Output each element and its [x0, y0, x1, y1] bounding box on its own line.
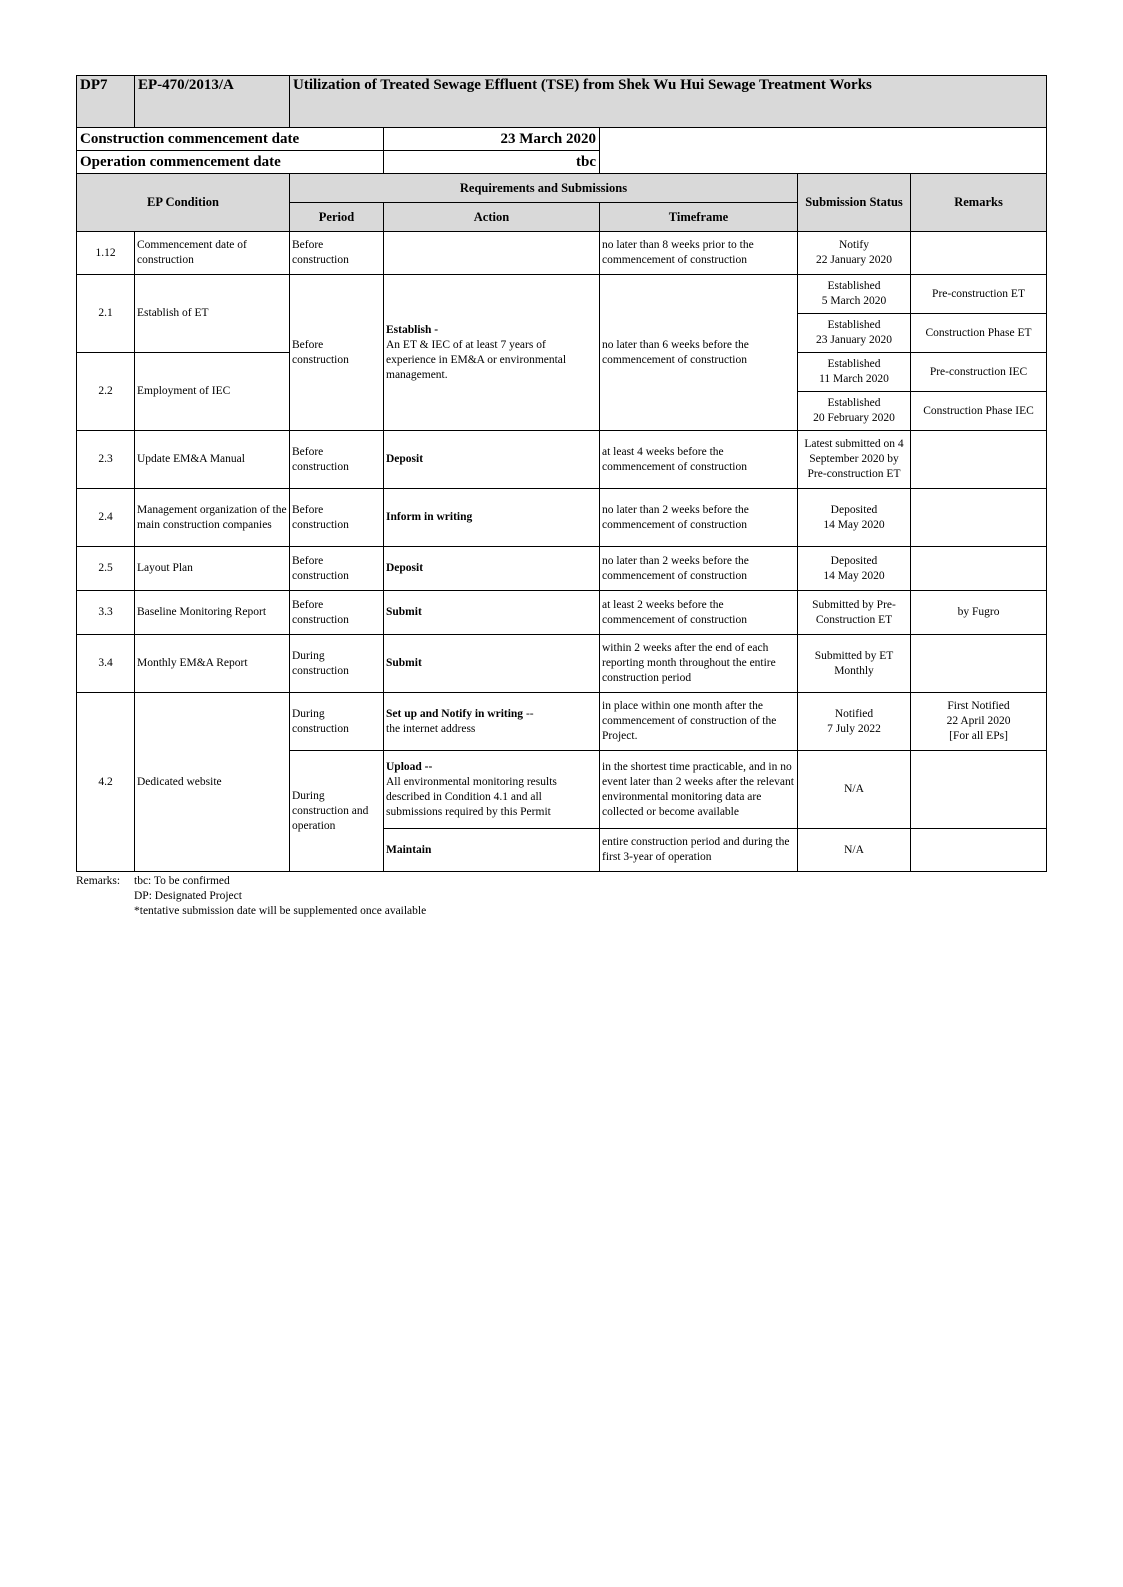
- project-title: Utilization of Treated Sewage Effluent (TSE) from Shek Wu Hui Sewage Treatment Works: [290, 76, 1047, 128]
- timeframe-cell: at least 4 weeks before the commencement of construction: [600, 431, 798, 489]
- condition-number: 2.3: [77, 431, 135, 489]
- operation-date-label: Operation commencement date: [77, 151, 384, 174]
- period-cell: During construction: [290, 635, 384, 693]
- status-cell: Notified 7 July 2022: [798, 693, 911, 751]
- footnote-line: *tentative submission date will be supplemented once available: [134, 905, 427, 917]
- timeframe-cell: no later than 2 weeks before the commencement of construction: [600, 489, 798, 547]
- footnote: [76, 874, 1046, 919]
- status-cell: Notify 22 January 2020: [798, 232, 911, 275]
- construction-date-label: Construction commencement date: [77, 128, 384, 151]
- condition-description: Baseline Monitoring Report: [135, 591, 290, 635]
- condition-number: 2.2: [77, 353, 135, 431]
- status-cell: Established 23 January 2020: [798, 314, 911, 353]
- action-cell: Establish - An ET & IEC of at least 7 years of experience in EM&A or environmental management.: [384, 275, 600, 431]
- status-cell: N/A: [798, 751, 911, 829]
- timeframe-cell: no later than 2 weeks before the commencement of construction: [600, 547, 798, 591]
- timeframe-cell: in the shortest time practicable, and in no event later than 2 weeks after the relevant environmental monitoring data are collected or become available: [600, 751, 798, 829]
- table-row: [77, 591, 1047, 635]
- table-row: [77, 489, 1047, 547]
- condition-description: Monthly EM&A Report: [135, 635, 290, 693]
- condition-number: 1.12: [77, 232, 135, 275]
- status-cell: Established 20 February 2020: [798, 392, 911, 431]
- ep-number: EP-470/2013/A: [135, 76, 290, 128]
- remarks-cell: Construction Phase IEC: [911, 392, 1047, 431]
- action-cell: Submit: [384, 635, 600, 693]
- table-row: [77, 275, 1047, 314]
- condition-number: 4.2: [77, 693, 135, 872]
- status-cell: Deposited 14 May 2020: [798, 489, 911, 547]
- period-cell: Before construction: [290, 489, 384, 547]
- timeframe-cell: in place within one month after the commencement of construction of the Project.: [600, 693, 798, 751]
- col-period: Period: [290, 203, 384, 232]
- timeframe-cell: no later than 6 weeks before the commencement of construction: [600, 275, 798, 431]
- status-cell: Submitted by ET Monthly: [798, 635, 911, 693]
- table-row: [77, 693, 1047, 751]
- action-cell: Maintain: [384, 829, 600, 872]
- condition-description: Employment of IEC: [135, 353, 290, 431]
- status-cell: Deposited 14 May 2020: [798, 547, 911, 591]
- operation-date-value: tbc: [384, 151, 600, 174]
- status-cell: Established 11 March 2020: [798, 353, 911, 392]
- col-remarks: Remarks: [911, 174, 1047, 232]
- table-row: [77, 547, 1047, 591]
- col-requirements: Requirements and Submissions: [290, 174, 798, 203]
- remarks-cell: First Notified 22 April 2020 [For all EPs]: [911, 693, 1047, 751]
- compliance-sheet: [76, 75, 1046, 919]
- ep-compliance-table: [76, 75, 1047, 872]
- col-ep-condition: EP Condition: [77, 174, 290, 232]
- period-cell: Before construction: [290, 275, 384, 431]
- dp-code: DP7: [77, 76, 135, 128]
- period-cell: Before construction: [290, 431, 384, 489]
- remarks-cell: [911, 751, 1047, 829]
- remarks-cell: [911, 829, 1047, 872]
- condition-number: 2.4: [77, 489, 135, 547]
- condition-number: 2.1: [77, 275, 135, 353]
- footnote-line: tbc: To be confirmed: [134, 875, 230, 887]
- remarks-cell: [911, 431, 1047, 489]
- action-cell: Set up and Notify in writing -- the internet address: [384, 693, 600, 751]
- table-row: [77, 635, 1047, 693]
- action-cell: Upload -- All environmental monitoring results described in Condition 4.1 and all submissions required by this Permit: [384, 751, 600, 829]
- condition-description: Commencement date of construction: [135, 232, 290, 275]
- condition-description: Management organization of the main construction companies: [135, 489, 290, 547]
- timeframe-cell: at least 2 weeks before the commencement of construction: [600, 591, 798, 635]
- col-timeframe: Timeframe: [600, 203, 798, 232]
- table-row: [77, 431, 1047, 489]
- status-cell: Established 5 March 2020: [798, 275, 911, 314]
- action-cell: [384, 232, 600, 275]
- remarks-cell: [911, 232, 1047, 275]
- remarks-cell: Pre-construction IEC: [911, 353, 1047, 392]
- table-row: [77, 232, 1047, 275]
- timeframe-cell: no later than 8 weeks prior to the commencement of construction: [600, 232, 798, 275]
- construction-date-value: 23 March 2020: [384, 128, 600, 151]
- status-cell: Latest submitted on 4 September 2020 by Pre-construction ET: [798, 431, 911, 489]
- remarks-cell: by Fugro: [911, 591, 1047, 635]
- remarks-cell: [911, 635, 1047, 693]
- dates-blank-cell: [600, 128, 1047, 174]
- action-cell: Deposit: [384, 431, 600, 489]
- status-cell: N/A: [798, 829, 911, 872]
- condition-description: Layout Plan: [135, 547, 290, 591]
- action-cell: Deposit: [384, 547, 600, 591]
- footnote-line: DP: Designated Project: [134, 890, 242, 902]
- action-cell: Submit: [384, 591, 600, 635]
- timeframe-cell: entire construction period and during the first 3-year of operation: [600, 829, 798, 872]
- remarks-cell: Construction Phase ET: [911, 314, 1047, 353]
- remarks-cell: [911, 547, 1047, 591]
- period-cell: Before construction: [290, 232, 384, 275]
- period-cell: Before construction: [290, 591, 384, 635]
- col-submission-status: Submission Status: [798, 174, 911, 232]
- remarks-cell: [911, 489, 1047, 547]
- condition-description: Dedicated website: [135, 693, 290, 872]
- condition-description: Establish of ET: [135, 275, 290, 353]
- action-cell: Inform in writing: [384, 489, 600, 547]
- col-action: Action: [384, 203, 600, 232]
- period-cell: During construction and operation: [290, 751, 384, 872]
- timeframe-cell: within 2 weeks after the end of each reporting month throughout the entire construction period: [600, 635, 798, 693]
- period-cell: During construction: [290, 693, 384, 751]
- condition-number: 3.3: [77, 591, 135, 635]
- footnote-label: Remarks:: [76, 875, 121, 887]
- condition-number: 3.4: [77, 635, 135, 693]
- condition-description: Update EM&A Manual: [135, 431, 290, 489]
- condition-number: 2.5: [77, 547, 135, 591]
- period-cell: Before construction: [290, 547, 384, 591]
- remarks-cell: Pre-construction ET: [911, 275, 1047, 314]
- status-cell: Submitted by Pre-Construction ET: [798, 591, 911, 635]
